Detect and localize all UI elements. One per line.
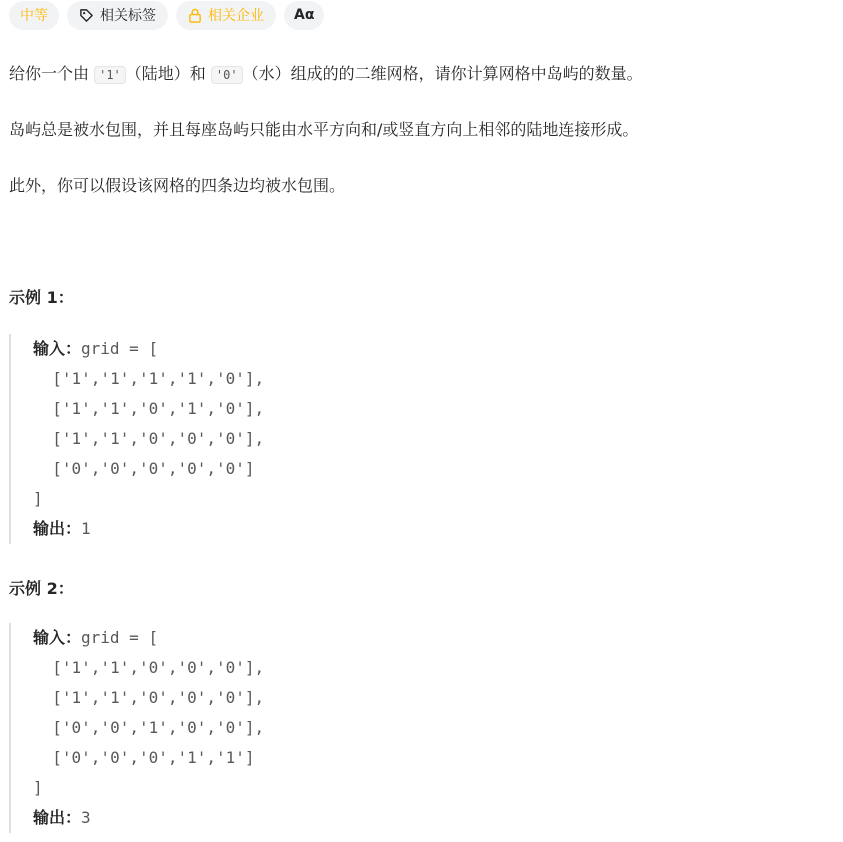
lock-icon bbox=[188, 8, 202, 23]
input-head: grid = [ bbox=[81, 628, 159, 647]
output-value: 1 bbox=[81, 519, 91, 538]
p1-text-1: 给你一个由 bbox=[9, 64, 95, 83]
description-paragraph-3: 此外，你可以假设该网格的四条边均被水包围。 bbox=[9, 176, 346, 195]
example-2-grid-row: ['1','1','0','0','0'], bbox=[33, 658, 265, 677]
example-1-grid-row: ['1','1','0','0','0'], bbox=[33, 429, 265, 448]
translate-icon: Aα bbox=[294, 7, 315, 23]
example-2-close: ] bbox=[33, 778, 43, 797]
example-2-input-row bbox=[33, 623, 264, 653]
translate-button[interactable] bbox=[284, 1, 324, 30]
example-1-input-row bbox=[33, 334, 264, 364]
p1-text-3: （水）组成的的二维网格，请你计算网格中岛屿的数量。 bbox=[242, 64, 643, 83]
difficulty-badge bbox=[9, 1, 59, 30]
example-2-block bbox=[9, 623, 264, 833]
example-2-output-row bbox=[33, 803, 264, 833]
input-label: 输入： bbox=[33, 628, 82, 647]
difficulty-label: 中等 bbox=[20, 8, 48, 24]
output-label: 输出： bbox=[33, 519, 82, 538]
example-1-grid-row: ['0','0','0','0','0'] bbox=[33, 459, 255, 478]
tag-bar bbox=[9, 0, 324, 30]
related-tags-label: 相关标签 bbox=[100, 8, 156, 24]
related-tags-button[interactable] bbox=[67, 1, 168, 30]
example-1-output-row bbox=[33, 514, 264, 544]
example-1-grid-row: ['1','1','0','1','0'], bbox=[33, 399, 265, 418]
input-head: grid = [ bbox=[81, 339, 159, 358]
example-2-grid-row: ['0','0','0','1','1'] bbox=[33, 748, 255, 767]
description-paragraph-2: 岛屿总是被水包围，并且每座岛屿只能由水平方向和/或竖直方向上相邻的陆地连接形成。 bbox=[9, 120, 639, 139]
example-2-grid-row: ['0','0','1','0','0'], bbox=[33, 718, 265, 737]
related-companies-button[interactable] bbox=[176, 1, 276, 30]
code-zero: '0' bbox=[211, 66, 243, 84]
p1-text-2: （陆地）和 bbox=[125, 64, 211, 83]
output-value: 3 bbox=[81, 808, 91, 827]
example-2-grid-row: ['1','1','0','0','0'], bbox=[33, 688, 265, 707]
input-label: 输入： bbox=[33, 339, 82, 358]
code-one: '1' bbox=[94, 66, 126, 84]
description-paragraph-1 bbox=[9, 62, 643, 87]
example-2-title: 示例 2： bbox=[9, 579, 74, 598]
example-1-grid-row: ['1','1','1','1','0'], bbox=[33, 369, 265, 388]
tag-icon bbox=[79, 8, 94, 23]
example-1-block bbox=[9, 334, 264, 544]
output-label: 输出： bbox=[33, 808, 82, 827]
related-companies-label: 相关企业 bbox=[208, 8, 264, 24]
example-1-title: 示例 1： bbox=[9, 288, 74, 307]
example-1-close: ] bbox=[33, 489, 43, 508]
